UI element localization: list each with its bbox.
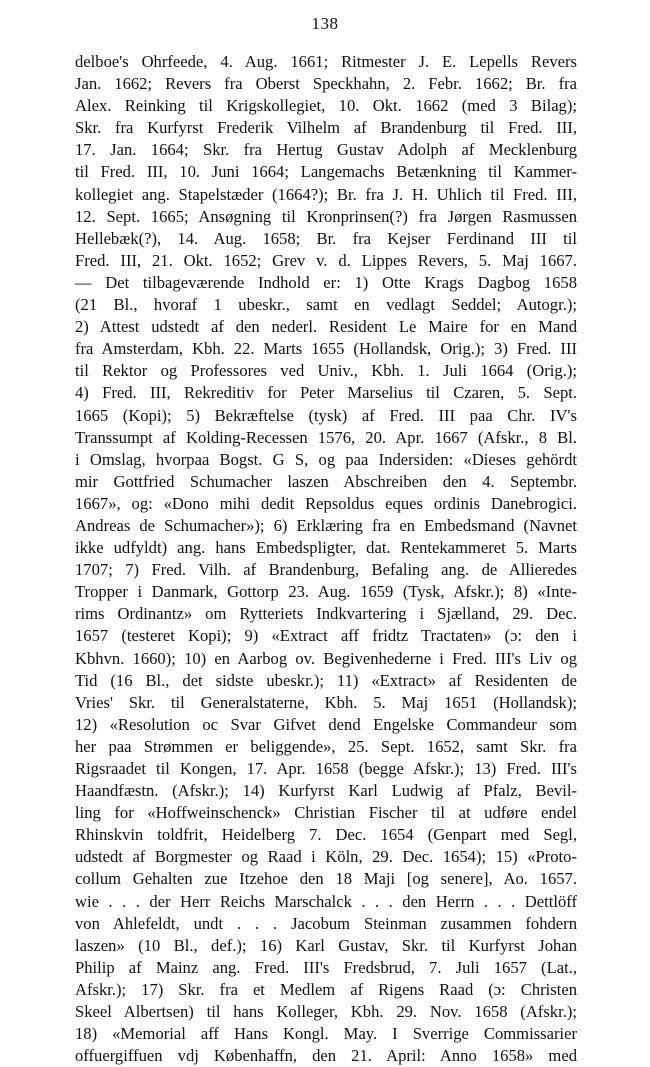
text-line: Skr. fra Kurfyrst Frederik Vilhelm af Brandenburg til Fred. III, xyxy=(75,118,577,138)
text-line: 18) «Memorial aff Hans Kongl. May. I Sverrige Commissarier xyxy=(75,1024,577,1044)
text-line: 17. Jan. 1664; Skr. fra Hertug Gustav Adolph af Mecklenburg xyxy=(75,140,577,160)
text-line: 2) Attest udstedt af den nederl. Resident Le Maire for en Mand xyxy=(75,317,577,337)
text-line: Vries' Skr. til Generalstaterne, Kbh. 5. Maj 1651 (Hollandsk); xyxy=(75,692,577,712)
body-text xyxy=(75,51,577,1067)
text-line: 12. Sept. 1665; Ansøgning til Kronprinsen(?) fra Jørgen Rasmussen xyxy=(75,206,577,226)
text-line: collum Gehalten zue Itzehoe den 18 Maji [og senere], Ao. 1657. xyxy=(75,869,577,889)
text-line: til Rektor og Professores ved Univ., Kbh. 1. Juli 1664 (Orig.); xyxy=(75,361,577,381)
text-line: til Fred. III, 10. Juni 1664; Langemachs Betænkning til Kammer- xyxy=(75,162,577,182)
text-line: Kbhvn. 1660); 10) en Aarbog ov. Begivenhederne i Fred. III's Liv og xyxy=(75,648,577,668)
text-line: laszen» (10 Bl., def.); 16) Karl Gustav, Skr. til Kurfyrst Johan xyxy=(75,935,577,955)
text-line: Rhinskvin toldfrit, Heidelberg 7. Dec. 1654 (Genpart med Segl, xyxy=(75,825,577,845)
text-line: Jan. 1662; Revers fra Oberst Speckhahn, 2. Febr. 1662; Br. fra xyxy=(75,74,577,94)
text-line: her paa Strømmen er beliggende», 25. Sept. 1652, samt Skr. fra xyxy=(75,736,577,756)
text-line: udstedt af Borgmester og Raad i Köln, 29. Dec. 1654); 15) «Proto- xyxy=(75,847,577,867)
text-line: Transsumpt af Kolding-Recessen 1576, 20. Apr. 1667 (Afskr., 8 Bl. xyxy=(75,427,577,447)
text-line: delboe's Ohrfeede, 4. Aug. 1661; Ritmester J. E. Lepells Revers xyxy=(75,52,577,71)
text-line: wie . . . der Herr Reichs Marschalck . . . den Herrn . . . Dettlöff xyxy=(75,891,577,911)
text-line: mir Gottfried Schumacher laszen Abschreiben den 4. Septembr. xyxy=(75,471,577,491)
text-line: Tropper i Danmark, Gottorp 23. Aug. 1659 (Tysk, Afskr.); 8) «Inte- xyxy=(75,582,577,602)
text-line: rims Ordinantz» om Rytteriets Indkvartering i Sjælland, 29. Dec. xyxy=(75,604,577,624)
text-line: Haandfæstn. (Afskr.); 14) Kurfyrst Karl Ludwig af Pfalz, Bevil- xyxy=(75,781,577,801)
text-line: 1667», og: «Dono mihi dedit Repsoldus eques ordinis Danebrogici. xyxy=(75,493,577,513)
text-line: 1657 (testeret Kopi); 9) «Extract aff fridtz Tractaten» (ɔ: den i xyxy=(75,626,577,646)
text-line: 1665 (Kopi); 5) Bekræftelse (tysk) af Fred. III paa Chr. IV's xyxy=(75,405,577,425)
text-line: fra Amsterdam, Kbh. 22. Marts 1655 (Hollandsk, Orig.); 3) Fred. III xyxy=(75,339,577,359)
text-line: offuergiffuen vdj Københaffn, den 21. April: Anno 1658» med xyxy=(75,1046,577,1066)
text-line: Andreas de Schumacher»); 6) Erklæring fra en Embedsmand (Navnet xyxy=(75,515,577,535)
text-line: i Omslag, hvorpaa Bogst. G S, og paa Indersiden: «Dieses gehördt xyxy=(75,449,577,469)
text-line: 1707; 7) Fred. Vilh. af Brandenburg, Befaling ang. de Allieredes xyxy=(75,560,577,580)
text-line: Alex. Reinking til Krigskollegiet, 10. Okt. 1662 (med 3 Bilag); xyxy=(75,96,577,116)
text-line: Hellebæk(?), 14. Aug. 1658; Br. fra Kejser Ferdinand III til xyxy=(75,228,577,248)
text-line: Skeel Albertsen) til hans Kolleger, Kbh. 29. Nov. 1658 (Afskr.); xyxy=(75,1002,577,1022)
page-number: 138 xyxy=(311,14,339,33)
text-line: Philip af Mainz ang. Fred. III's Fredsbrud, 7. Juli 1657 (Lat., xyxy=(75,957,577,977)
text-line: kollegiet ang. Stapelstæder (1664?); Br. fra J. H. Uhlich til Fred. III, xyxy=(75,184,577,204)
text-line: ikke udfyldt) ang. hans Embedspligter, dat. Rentekammeret 5. Marts xyxy=(75,538,577,558)
text-line: 4) Fred. III, Rekreditiv for Peter Marselius til Czaren, 5. Sept. xyxy=(75,383,577,403)
text-line: 12) «Resolution oc Svar Gifvet dend Engelske Commandeur som xyxy=(75,714,577,734)
text-line: Tid (16 Bl., det sidste ubeskr.); 11) «Extract» af Residenten de xyxy=(75,670,577,690)
text-line: Afskr.); 17) Skr. fra et Medlem af Rigens Raad (ɔ: Christen xyxy=(75,979,577,999)
text-line: (21 Bl., hvoraf 1 ubeskr., samt en vedlagt Seddel; Autogr.); xyxy=(75,295,577,315)
text-line: — Det tilbageværende Indhold er: 1) Otte Krags Dagbog 1658 xyxy=(75,272,577,292)
text-line: Fred. III, 21. Okt. 1652; Grev v. d. Lippes Revers, 5. Maj 1667. xyxy=(75,250,577,270)
text-line: Rigsraadet til Kongen, 17. Apr. 1658 (begge Afskr.); 13) Fred. III's xyxy=(75,759,577,778)
text-line: ling for «Hoffweinschenck» Christian Fischer til at udføre endel xyxy=(75,803,577,823)
text-line: von Ahlefeldt, undt . . . Jacobum Steinman zusammen fohdern xyxy=(75,913,577,933)
